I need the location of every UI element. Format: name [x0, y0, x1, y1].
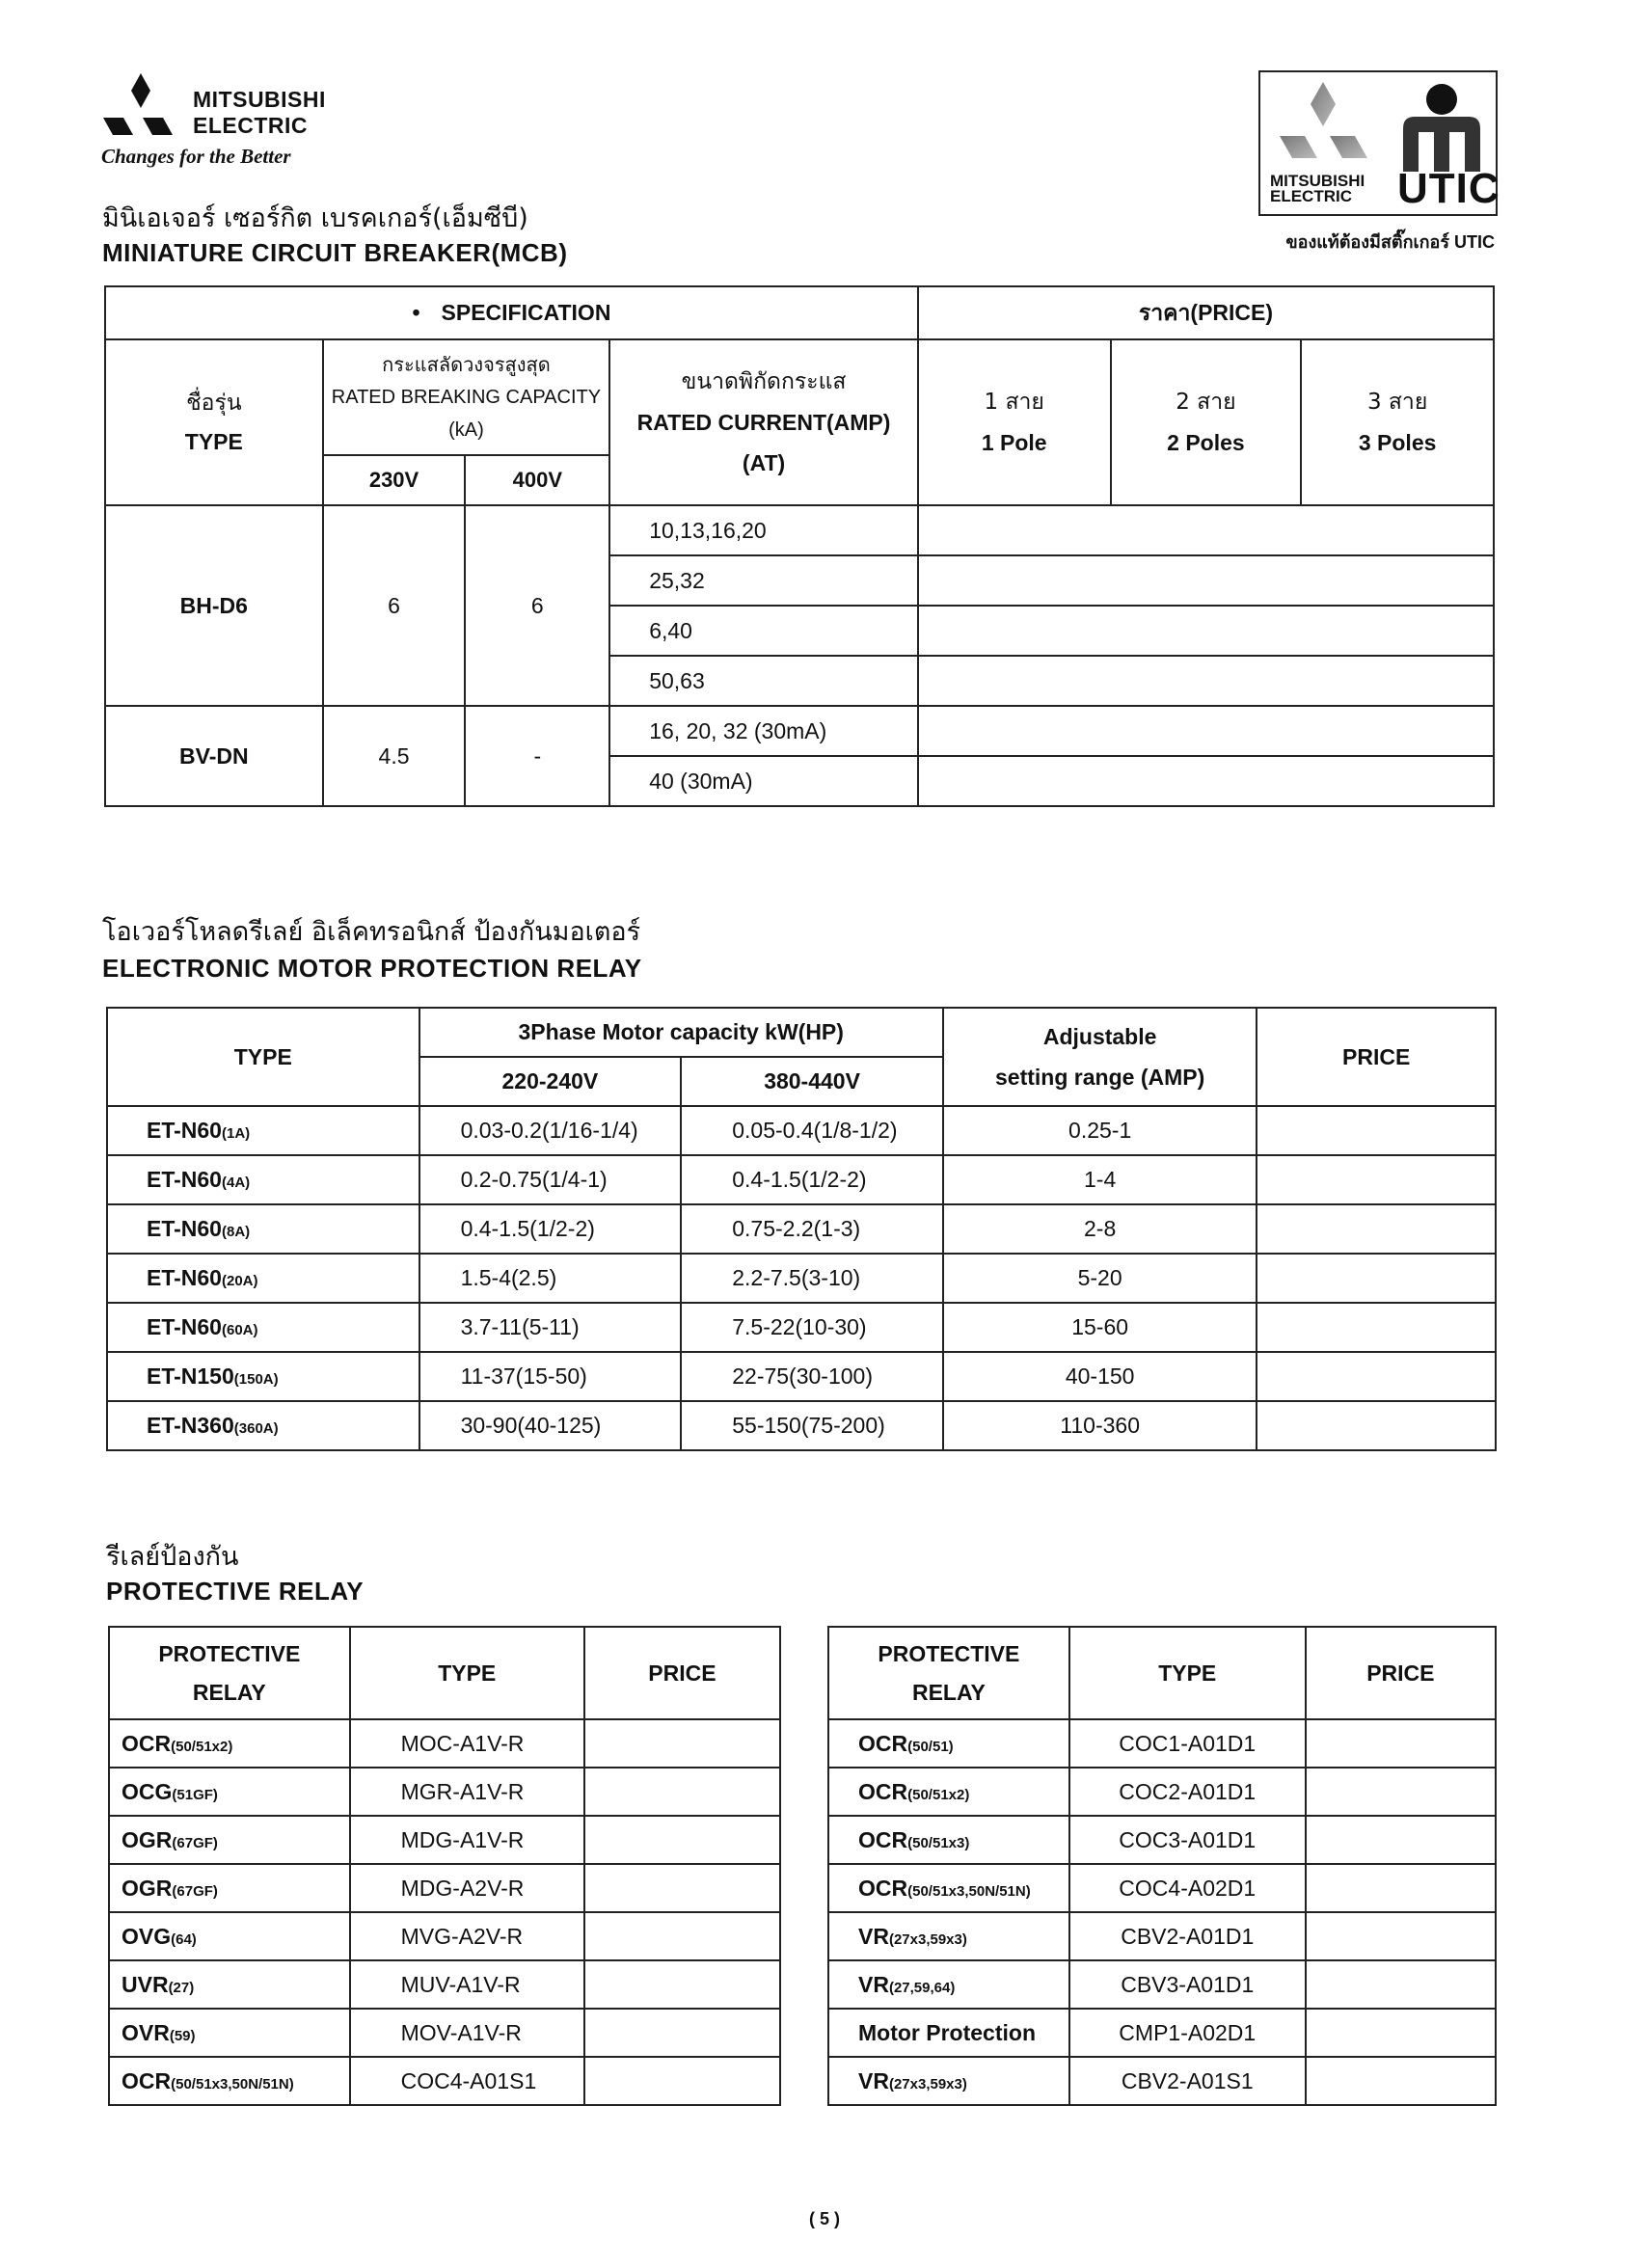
mcb-current: 50,63	[609, 656, 918, 706]
three-diamonds-icon	[101, 71, 180, 141]
relay-type: MOC-A1V-R	[350, 1719, 584, 1768]
emp-c1: 0.2-0.75(1/4-1)	[419, 1155, 682, 1204]
relay-left-h-relay	[109, 1627, 350, 1719]
relay-sub: (27,59,64)	[888, 1979, 956, 1996]
emp-type: ET-N60	[147, 1118, 222, 1143]
relay-name: OGR	[122, 1826, 173, 1852]
pole2-en: 2 Poles	[1167, 430, 1245, 455]
relay-title-th: รีเลย์ป้องกัน	[106, 1542, 239, 1572]
emp-c1: 11-37(15-50)	[419, 1352, 682, 1401]
relay-name: OCR	[858, 1875, 908, 1901]
relay-name-cell	[109, 1912, 350, 1960]
emp-range: 5-20	[943, 1254, 1257, 1303]
brand-line2: ELECTRIC	[193, 113, 308, 138]
badge-brand-line2: ELECTRIC	[1270, 187, 1352, 205]
v230-header: 230V	[323, 455, 466, 505]
relay-type: CMP1-A02D1	[1069, 2009, 1306, 2057]
relay-name-cell	[828, 1864, 1069, 1912]
relay-name: OCR	[858, 1826, 908, 1852]
relay-name: OGR	[122, 1875, 173, 1901]
emp-range: 40-150	[943, 1352, 1257, 1401]
mcb-current: 25,32	[609, 555, 918, 606]
emp-price-cell[interactable]	[1257, 1303, 1496, 1352]
emp-type-sub: (60A)	[221, 1322, 258, 1338]
relay-h-line2: RELAY	[192, 1680, 266, 1705]
mcb-ka400: -	[465, 706, 609, 806]
table-row	[109, 1960, 780, 2009]
emp-type-cell	[107, 1401, 419, 1450]
emp-type-cell	[107, 1254, 419, 1303]
emp-type: ET-N60	[147, 1265, 222, 1290]
relay-type: MUV-A1V-R	[350, 1960, 584, 2009]
relay-h-line2: RELAY	[911, 1680, 986, 1705]
pole1-header	[918, 339, 1111, 505]
emp-type-sub: (150A)	[233, 1371, 279, 1388]
emp-type-header: TYPE	[107, 1008, 419, 1106]
price-header: ราคา(PRICE)	[918, 286, 1494, 339]
emp-type: ET-N60	[147, 1314, 222, 1339]
table-row	[107, 1155, 1496, 1204]
emp-type-sub: (8A)	[221, 1224, 251, 1240]
emp-price-cell[interactable]	[1257, 1254, 1496, 1303]
emp-c2: 0.4-1.5(1/2-2)	[681, 1155, 943, 1204]
relay-type: COC1-A01D1	[1069, 1719, 1306, 1768]
mcb-price-cell[interactable]	[918, 756, 1494, 806]
relay-right-h-type: TYPE	[1069, 1627, 1306, 1719]
relay-sub: (59)	[169, 2027, 196, 2044]
relay-name-cell	[828, 2057, 1069, 2105]
relay-name-cell	[109, 1719, 350, 1768]
emp-table	[106, 1007, 1497, 1451]
relay-type: MDG-A1V-R	[350, 1816, 584, 1864]
emp-type-cell	[107, 1352, 419, 1401]
relay-name: OVG	[122, 1923, 172, 1949]
relay-name-cell	[109, 2057, 350, 2105]
relay-sub: (50/51x2)	[171, 1738, 233, 1755]
table-row	[107, 1303, 1496, 1352]
type-th: ชื่อรุ่น	[186, 391, 242, 416]
utic-badge	[1258, 70, 1498, 216]
pole1-th: 1 สาย	[984, 390, 1044, 415]
relay-name-cell	[828, 1816, 1069, 1864]
emp-adj-line1: Adjustable	[1042, 1024, 1157, 1049]
relay-price-cell[interactable]	[584, 2009, 780, 2057]
relay-sub: (50/51x3,50N/51N)	[907, 1882, 1031, 1900]
table-row	[828, 1719, 1496, 1768]
brand-name	[193, 87, 326, 139]
relay-type: COC4-A01S1	[350, 2057, 584, 2105]
relay-name-cell	[828, 1912, 1069, 1960]
relay-name: VR	[858, 1971, 889, 1997]
emp-c2: 22-75(30-100)	[681, 1352, 943, 1401]
table-row	[109, 1864, 780, 1912]
relay-name: VR	[858, 1923, 889, 1949]
relay-name-cell	[828, 1960, 1069, 2009]
emp-price-cell[interactable]	[1257, 1204, 1496, 1254]
pole3-en: 3 Poles	[1358, 430, 1437, 455]
emp-type-cell	[107, 1204, 419, 1254]
relay-sub: (50/51x3)	[907, 1834, 970, 1851]
relay-price-cell[interactable]	[1306, 1719, 1496, 1768]
emp-motor-header: 3Phase Motor capacity kW(HP)	[419, 1008, 943, 1057]
emp-adj-line2: setting range (AMP)	[995, 1065, 1205, 1090]
mcb-table	[104, 285, 1495, 807]
mcb-price-cell[interactable]	[918, 555, 1494, 606]
emp-c2: 7.5-22(10-30)	[681, 1303, 943, 1352]
relay-title-en: PROTECTIVE RELAY	[106, 1577, 365, 1606]
relay-price-cell[interactable]	[1306, 1912, 1496, 1960]
relay-type: COC3-A01D1	[1069, 1816, 1306, 1864]
relay-right-h-relay	[828, 1627, 1069, 1719]
mcb-title-th: มินิเอเจอร์ เซอร์กิต เบรคเกอร์(เอ็มซีบี)	[102, 203, 528, 233]
relay-type: MVG-A2V-R	[350, 1912, 584, 1960]
emp-c2: 55-150(75-200)	[681, 1401, 943, 1450]
relay-name-cell	[828, 2009, 1069, 2057]
breaking-unit: (kA)	[448, 419, 484, 441]
breaking-header	[323, 339, 610, 455]
relay-sub: (50/51)	[907, 1738, 954, 1755]
relay-name: OCR	[858, 1778, 908, 1804]
relay-type: CBV2-A01S1	[1069, 2057, 1306, 2105]
type-header-cell	[105, 339, 323, 505]
table-row	[828, 1960, 1496, 2009]
emp-type-sub: (4A)	[221, 1174, 251, 1191]
emp-v1-header: 220-240V	[419, 1057, 682, 1106]
relay-price-cell[interactable]	[584, 1768, 780, 1816]
table-row	[109, 1768, 780, 1816]
relay-name: OCR	[122, 2067, 172, 2093]
relay-sub: (64)	[171, 1930, 197, 1948]
emp-range: 110-360	[943, 1401, 1257, 1450]
emp-type-sub: (360A)	[233, 1420, 279, 1437]
relay-type: CBV2-A01D1	[1069, 1912, 1306, 1960]
relay-name-cell	[828, 1768, 1069, 1816]
emp-type: ET-N60	[147, 1216, 222, 1241]
table-row	[828, 2057, 1496, 2105]
badge-utic-text: UTIC	[1397, 165, 1500, 212]
emp-c2: 2.2-7.5(3-10)	[681, 1254, 943, 1303]
current-th: ขนาดพิกัดกระแส	[681, 369, 847, 394]
relay-price-cell[interactable]	[584, 1960, 780, 2009]
emp-type-sub: (1A)	[221, 1125, 251, 1142]
relay-sub: (50/51x3,50N/51N)	[171, 2075, 294, 2092]
relay-price-cell[interactable]	[1306, 1864, 1496, 1912]
emp-price-cell[interactable]	[1257, 1352, 1496, 1401]
spec-header-text: SPECIFICATION	[441, 300, 611, 325]
relay-name: VR	[858, 2067, 889, 2093]
emp-range: 1-4	[943, 1155, 1257, 1204]
mcb-current: 40 (30mA)	[609, 756, 918, 806]
emp-type-cell	[107, 1106, 419, 1155]
mcb-ka230: 6	[323, 505, 466, 706]
emp-c1: 1.5-4(2.5)	[419, 1254, 682, 1303]
emp-type: ET-N60	[147, 1167, 222, 1192]
relay-type: COC4-A02D1	[1069, 1864, 1306, 1912]
emp-range: 15-60	[943, 1303, 1257, 1352]
relay-sub: (67GF)	[172, 1834, 218, 1851]
relay-table-left	[108, 1626, 781, 2106]
table-row	[109, 1719, 780, 1768]
table-row	[107, 1352, 1496, 1401]
v400-header: 400V	[465, 455, 609, 505]
relay-price-cell[interactable]	[584, 1719, 780, 1768]
relay-sub: (50/51x2)	[907, 1786, 970, 1803]
relay-name-cell	[109, 1816, 350, 1864]
current-unit: (AT)	[742, 450, 786, 475]
emp-title-th: โอเวอร์โหลดรีเลย์ อิเล็คทรอนิกส์ ป้องกันมอเตอร์	[102, 917, 641, 947]
pole2-th: 2 สาย	[1176, 390, 1236, 415]
relay-price-cell[interactable]	[1306, 2057, 1496, 2105]
table-row	[109, 2057, 780, 2105]
relay-name: OCR	[858, 1730, 908, 1756]
mcb-current: 6,40	[609, 606, 918, 656]
mcb-ka400: 6	[465, 505, 609, 706]
utic-emblem-icon	[1393, 80, 1490, 176]
mcb-type-bh-d6: BH-D6	[105, 505, 323, 706]
relay-left-h-price: PRICE	[584, 1627, 780, 1719]
mcb-price-cell[interactable]	[918, 606, 1494, 656]
mcb-type-bv-dn: BV-DN	[105, 706, 323, 806]
slogan: Changes for the Better	[101, 145, 291, 168]
emp-price-cell[interactable]	[1257, 1155, 1496, 1204]
pole2-header	[1111, 339, 1302, 505]
mitsubishi-logo	[101, 68, 410, 174]
relay-name-cell	[828, 1719, 1069, 1768]
mcb-current: 10,13,16,20	[609, 505, 918, 555]
table-row	[828, 2009, 1496, 2057]
mcb-title-en: MINIATURE CIRCUIT BREAKER(MCB)	[102, 238, 568, 267]
emp-type-cell	[107, 1155, 419, 1204]
relay-name-cell	[109, 1768, 350, 1816]
relay-sub: (51GF)	[172, 1786, 218, 1803]
emp-title-en: ELECTRONIC MOTOR PROTECTION RELAY	[102, 954, 642, 983]
relay-name: UVR	[122, 1971, 169, 1997]
emp-range: 2-8	[943, 1204, 1257, 1254]
emp-range: 0.25-1	[943, 1106, 1257, 1155]
mcb-price-cell[interactable]	[918, 505, 1494, 555]
relay-type: MGR-A1V-R	[350, 1768, 584, 1816]
table-row	[828, 1768, 1496, 1816]
relay-left-h-type: TYPE	[350, 1627, 584, 1719]
badge-brand	[1270, 174, 1365, 204]
relay-price-cell[interactable]	[584, 1816, 780, 1864]
relay-price-cell[interactable]	[584, 2057, 780, 2105]
emp-price-cell[interactable]	[1257, 1106, 1496, 1155]
emp-c1: 0.03-0.2(1/16-1/4)	[419, 1106, 682, 1155]
relay-name-cell	[109, 2009, 350, 2057]
diamonds-gray-icon	[1270, 80, 1386, 176]
breaking-en: RATED BREAKING CAPACITY	[331, 387, 602, 408]
mcb-current: 16, 20, 32 (30mA)	[609, 706, 918, 756]
table-row	[828, 1816, 1496, 1864]
relay-name-cell	[109, 1960, 350, 2009]
relay-right-h-price: PRICE	[1306, 1627, 1496, 1719]
emp-c2: 0.75-2.2(1-3)	[681, 1204, 943, 1254]
emp-type: ET-N150	[147, 1364, 234, 1389]
table-row	[828, 1912, 1496, 1960]
mcb-price-cell[interactable]	[918, 706, 1494, 756]
breaking-th: กระแสลัดวงจรสูงสุด	[382, 353, 551, 376]
current-en: RATED CURRENT(AMP)	[636, 410, 891, 435]
emp-v2-header: 380-440V	[681, 1057, 943, 1106]
emp-adj-header	[943, 1008, 1257, 1106]
relay-name: OCG	[122, 1778, 173, 1804]
emp-c1: 3.7-11(5-11)	[419, 1303, 682, 1352]
table-row	[828, 1864, 1496, 1912]
relay-type: COC2-A01D1	[1069, 1768, 1306, 1816]
relay-h-line1: PROTECTIVE	[878, 1641, 1020, 1666]
table-row	[107, 1204, 1496, 1254]
relay-price-cell[interactable]	[1306, 2009, 1496, 2057]
type-en: TYPE	[184, 429, 243, 454]
table-row	[107, 1106, 1496, 1155]
mcb-price-cell[interactable]	[918, 656, 1494, 706]
page-number: ( 5 )	[808, 2209, 840, 2228]
emp-c1: 0.4-1.5(1/2-2)	[419, 1204, 682, 1254]
table-row	[107, 1254, 1496, 1303]
relay-type: MOV-A1V-R	[350, 2009, 584, 2057]
relay-sub: (67GF)	[172, 1882, 218, 1900]
relay-name: OVR	[122, 2019, 170, 2045]
relay-price-cell[interactable]	[1306, 1816, 1496, 1864]
relay-name: Motor Protection	[858, 2019, 1036, 2045]
current-header	[609, 339, 918, 505]
emp-c1: 30-90(40-125)	[419, 1401, 682, 1450]
emp-price-cell[interactable]	[1257, 1401, 1496, 1450]
emp-price-header: PRICE	[1257, 1008, 1496, 1106]
relay-price-cell[interactable]	[584, 1912, 780, 1960]
relay-sub: (27x3,59x3)	[888, 2075, 967, 2092]
spec-header: • SPECIFICATION	[105, 286, 918, 339]
emp-type-sub: (20A)	[221, 1273, 258, 1289]
brand-line1: MITSUBISHI	[193, 87, 326, 112]
relay-price-cell[interactable]	[584, 1864, 780, 1912]
relay-name: OCR	[122, 1730, 172, 1756]
relay-name-cell	[109, 1864, 350, 1912]
utic-tagline: ของแท้ต้องมีสติ๊กเกอร์ UTIC	[1285, 232, 1495, 252]
emp-type-cell	[107, 1303, 419, 1352]
relay-type: CBV3-A01D1	[1069, 1960, 1306, 2009]
relay-h-line1: PROTECTIVE	[158, 1641, 301, 1666]
pole3-header	[1301, 339, 1494, 505]
relay-sub: (27)	[168, 1979, 195, 1996]
emp-type: ET-N360	[147, 1413, 234, 1438]
pole3-th: 3 สาย	[1366, 390, 1428, 415]
pole1-en: 1 Pole	[981, 430, 1047, 455]
relay-price-cell[interactable]	[1306, 1960, 1496, 2009]
emp-c2: 0.05-0.4(1/8-1/2)	[681, 1106, 943, 1155]
relay-sub: (27x3,59x3)	[888, 1930, 967, 1948]
badge-brand-line1: MITSUBISHI	[1270, 172, 1365, 190]
relay-price-cell[interactable]	[1306, 1768, 1496, 1816]
table-row	[109, 1912, 780, 1960]
relay-table-right	[827, 1626, 1497, 2106]
table-row	[109, 1816, 780, 1864]
mcb-ka230: 4.5	[323, 706, 466, 806]
table-row	[109, 2009, 780, 2057]
relay-type: MDG-A2V-R	[350, 1864, 584, 1912]
table-row	[107, 1401, 1496, 1450]
